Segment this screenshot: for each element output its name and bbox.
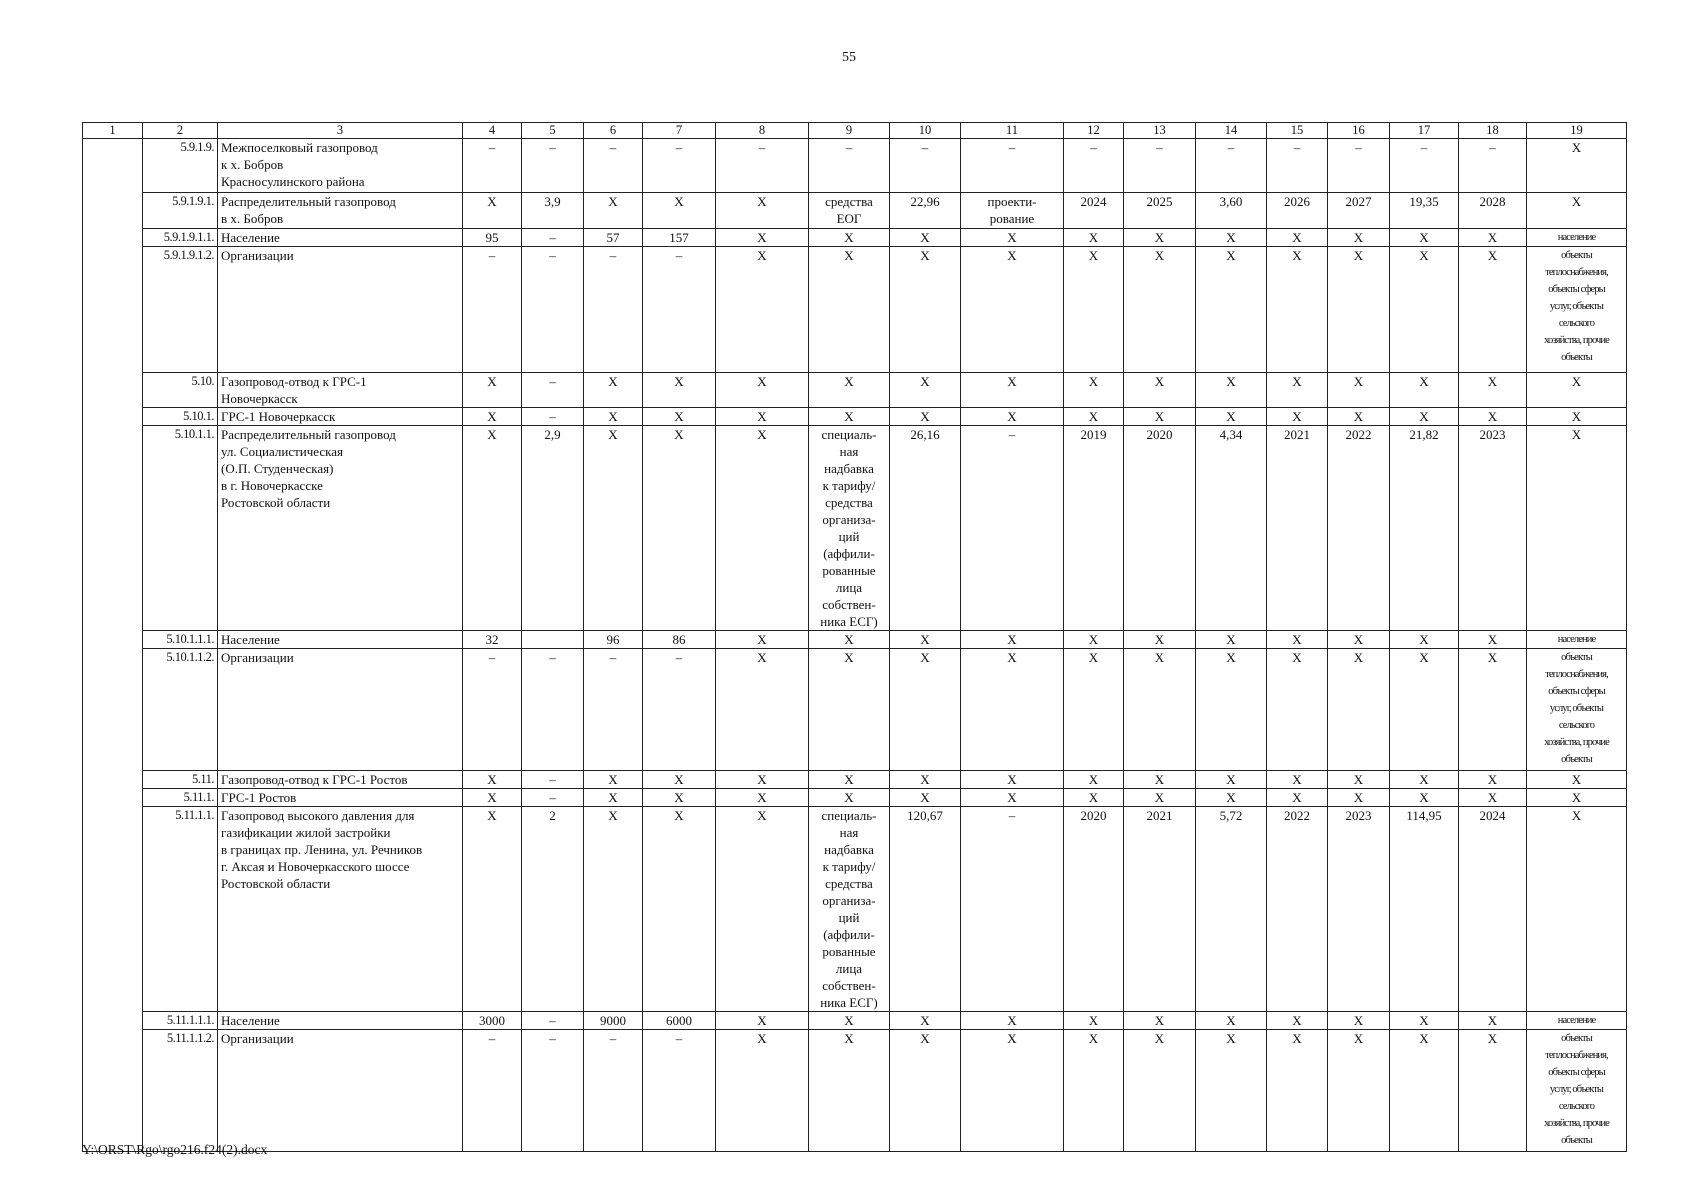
cell-col-8: Х [716,408,809,426]
cell-col-16: 2023 [1328,807,1390,1012]
cell-col-15: 2021 [1267,426,1328,631]
table-row [83,807,1627,1012]
cell-col-5: – [522,649,584,771]
cell-col-8: Х [716,373,809,408]
cell-col-16: 2027 [1328,193,1390,229]
cell-col-15: Х [1267,408,1328,426]
cell-col-5: 3,9 [522,193,584,229]
cell-col-18: Х [1459,631,1527,649]
cell-col-14: Х [1196,771,1267,789]
cell-col-18: 2023 [1459,426,1527,631]
cell-col-8: Х [716,649,809,771]
row-number: 5.11.1.1. [143,807,218,1012]
cell-col-5: – [522,1030,584,1152]
cell-col-8: Х [716,631,809,649]
cell-col-10: Х [890,373,961,408]
cell-col-7: – [643,247,716,373]
row-name: ГРС-1 Новочеркасск [218,408,463,426]
cell-col-12: Х [1064,649,1124,771]
cell-col-5: – [522,408,584,426]
cell-col-13: Х [1124,771,1196,789]
cell-col-13: – [1124,139,1196,193]
cell-col-4: 3000 [463,1012,522,1030]
cell-col-16: Х [1328,1030,1390,1152]
row-number: 5.10.1.1.2. [143,649,218,771]
cell-col-17: Х [1390,631,1459,649]
cell-col-4: Х [463,789,522,807]
cell-col-17: Х [1390,229,1459,247]
row-name: Население [218,1012,463,1030]
cell-col-13: Х [1124,631,1196,649]
cell-col-18: Х [1459,408,1527,426]
cell-col-13: 2020 [1124,426,1196,631]
row-number: 5.10.1.1.1. [143,631,218,649]
cell-col-17: Х [1390,1030,1459,1152]
cell-col-16: Х [1328,789,1390,807]
cell-col-14: Х [1196,1030,1267,1152]
cell-col-7: Х [643,408,716,426]
row-name: ГРС-1 Ростов [218,789,463,807]
row-number: 5.10.1. [143,408,218,426]
cell-col-6: Х [584,771,643,789]
column-header-14: 14 [1196,123,1267,139]
cell-col-11: Х [961,1012,1064,1030]
cell-col-17: 114,95 [1390,807,1459,1012]
cell-col-17: Х [1390,789,1459,807]
cell-col-8: Х [716,426,809,631]
cell-col-16: Х [1328,373,1390,408]
column-header-4: 4 [463,123,522,139]
cell-col-19: Х [1527,426,1627,631]
row-number: 5.10. [143,373,218,408]
cell-col-10: 26,16 [890,426,961,631]
column-header-8: 8 [716,123,809,139]
cell-col-7: – [643,139,716,193]
cell-col-7: Х [643,771,716,789]
cell-col-13: Х [1124,1030,1196,1152]
header-row [83,123,1627,139]
cell-col-18: – [1459,139,1527,193]
table-row [83,1030,1627,1152]
cell-col-12: Х [1064,1030,1124,1152]
cell-col-4: Х [463,373,522,408]
cell-col-5: – [522,139,584,193]
cell-col-5 [522,631,584,649]
cell-col-18: Х [1459,649,1527,771]
cell-col-14: Х [1196,789,1267,807]
cell-col-13: Х [1124,789,1196,807]
cell-col-9: – [809,139,890,193]
cell-col-15: Х [1267,649,1328,771]
cell-col-4: Х [463,193,522,229]
cell-col-18: Х [1459,789,1527,807]
cell-col-6: – [584,139,643,193]
cell-col-18: Х [1459,1012,1527,1030]
column-1-cell [83,139,143,1152]
row-name: Организации [218,1030,463,1152]
cell-col-15: Х [1267,373,1328,408]
cell-col-13: Х [1124,373,1196,408]
cell-col-6: Х [584,193,643,229]
cell-col-6: 96 [584,631,643,649]
row-number: 5.9.1.9. [143,139,218,193]
cell-col-7: 6000 [643,1012,716,1030]
row-name: Население [218,631,463,649]
cell-col-14: Х [1196,229,1267,247]
cell-col-17: Х [1390,649,1459,771]
cell-col-13: Х [1124,1012,1196,1030]
cell-col-17: 19,35 [1390,193,1459,229]
cell-col-12: Х [1064,408,1124,426]
cell-col-9: Х [809,408,890,426]
cell-col-17: Х [1390,1012,1459,1030]
column-header-6: 6 [584,123,643,139]
table-row [83,771,1627,789]
cell-col-18: 2024 [1459,807,1527,1012]
cell-col-8: Х [716,771,809,789]
row-name: Распределительный газопровод ул. Социалистическая (О.П. Студенческая) в г. Новочеркасске Ростовской области [218,426,463,631]
cell-col-16: Х [1328,631,1390,649]
cell-col-4: 32 [463,631,522,649]
cell-col-19: население [1527,229,1627,247]
row-number: 5.11.1.1.1. [143,1012,218,1030]
cell-col-4: – [463,1030,522,1152]
cell-col-11: Х [961,1030,1064,1152]
cell-col-19: Х [1527,193,1627,229]
row-number: 5.10.1.1. [143,426,218,631]
cell-col-5: – [522,1012,584,1030]
column-header-1: 1 [83,123,143,139]
column-header-18: 18 [1459,123,1527,139]
cell-col-11: Х [961,649,1064,771]
cell-col-10: 120,67 [890,807,961,1012]
table-row [83,649,1627,771]
cell-col-7: Х [643,193,716,229]
cell-col-12: 2020 [1064,807,1124,1012]
cell-col-4: Х [463,408,522,426]
column-header-16: 16 [1328,123,1390,139]
cell-col-17: Х [1390,373,1459,408]
cell-col-16: Х [1328,649,1390,771]
cell-col-19: объекты теплоснабжения, объекты сферы услуг, объекты сельского хозяйства, прочие объекты [1527,247,1627,373]
column-header-15: 15 [1267,123,1328,139]
column-header-17: 17 [1390,123,1459,139]
cell-col-17: Х [1390,408,1459,426]
cell-col-11: – [961,139,1064,193]
cell-col-19: Х [1527,771,1627,789]
column-header-2: 2 [143,123,218,139]
cell-col-19: Х [1527,139,1627,193]
cell-col-9: средства ЕОГ [809,193,890,229]
row-number: 5.9.1.9.1. [143,193,218,229]
cell-col-12: 2024 [1064,193,1124,229]
table-row [83,631,1627,649]
cell-col-9: Х [809,771,890,789]
cell-col-5: 2,9 [522,426,584,631]
cell-col-16: Х [1328,408,1390,426]
cell-col-8: – [716,139,809,193]
row-name: Межпоселковый газопровод к х. Бобров Красносулинского района [218,139,463,193]
cell-col-5: – [522,373,584,408]
cell-col-7: 157 [643,229,716,247]
row-name: Газопровод высокого давления для газификации жилой застройки в границах пр. Ленина, ул. Речников г. Аксая и Новочеркасского шоссе Ростовской области [218,807,463,1012]
cell-col-16: – [1328,139,1390,193]
cell-col-7: – [643,649,716,771]
cell-col-4: Х [463,771,522,789]
cell-col-16: Х [1328,247,1390,373]
table-row [83,426,1627,631]
cell-col-14: Х [1196,649,1267,771]
column-header-10: 10 [890,123,961,139]
cell-col-10: Х [890,771,961,789]
cell-col-10: Х [890,1012,961,1030]
row-number: 5.11. [143,771,218,789]
cell-col-11: – [961,426,1064,631]
cell-col-9: специаль- ная надбавка к тарифу/ средства организа- ций (аффили- рованные лица собствен- ника ЕСГ) [809,426,890,631]
cell-col-19: объекты теплоснабжения, объекты сферы услуг, объекты сельского хозяйства, прочие объекты [1527,649,1627,771]
cell-col-8: Х [716,1012,809,1030]
cell-col-10: Х [890,789,961,807]
row-number: 5.11.1. [143,789,218,807]
cell-col-6: 9000 [584,1012,643,1030]
cell-col-8: Х [716,193,809,229]
cell-col-6: Х [584,373,643,408]
cell-col-12: Х [1064,771,1124,789]
cell-col-10: Х [890,1030,961,1152]
cell-col-11: проекти- рование [961,193,1064,229]
cell-col-5: – [522,789,584,807]
cell-col-19: население [1527,1012,1627,1030]
cell-col-9: Х [809,373,890,408]
cell-col-13: Х [1124,229,1196,247]
table-row [83,789,1627,807]
cell-col-6: 57 [584,229,643,247]
cell-col-14: Х [1196,247,1267,373]
table-row [83,408,1627,426]
cell-col-6: – [584,1030,643,1152]
table-row [83,229,1627,247]
cell-col-5: – [522,229,584,247]
cell-col-9: специаль- ная надбавка к тарифу/ средства организа- ций (аффили- рованные лица собствен- ника ЕСГ) [809,807,890,1012]
cell-col-9: Х [809,1012,890,1030]
cell-col-19: Х [1527,373,1627,408]
cell-col-11: Х [961,771,1064,789]
cell-col-15: Х [1267,229,1328,247]
cell-col-10: Х [890,649,961,771]
cell-col-8: Х [716,789,809,807]
cell-col-19: Х [1527,789,1627,807]
cell-col-9: Х [809,631,890,649]
cell-col-10: Х [890,408,961,426]
cell-col-14: 3,60 [1196,193,1267,229]
column-header-11: 11 [961,123,1064,139]
cell-col-14: Х [1196,408,1267,426]
cell-col-8: Х [716,247,809,373]
cell-col-15: – [1267,139,1328,193]
cell-col-5: – [522,247,584,373]
cell-col-10: Х [890,247,961,373]
cell-col-5: 2 [522,807,584,1012]
footer-file-path: Y:\ORST\Rgo\rgo216.f24(2).docx [82,1142,268,1157]
cell-col-11: Х [961,247,1064,373]
cell-col-12: Х [1064,1012,1124,1030]
cell-col-11: Х [961,373,1064,408]
cell-col-10: – [890,139,961,193]
cell-col-16: 2022 [1328,426,1390,631]
cell-col-9: Х [809,789,890,807]
cell-col-7: 86 [643,631,716,649]
cell-col-4: Х [463,426,522,631]
cell-col-13: Х [1124,408,1196,426]
row-number: 5.9.1.9.1.2. [143,247,218,373]
cell-col-17: Х [1390,771,1459,789]
cell-col-15: Х [1267,1030,1328,1152]
cell-col-7: Х [643,373,716,408]
row-name: Распределительный газопровод в х. Бобров [218,193,463,229]
table-row [83,247,1627,373]
cell-col-18: Х [1459,1030,1527,1152]
cell-col-7: Х [643,426,716,631]
cell-col-15: 2026 [1267,193,1328,229]
cell-col-6: Х [584,789,643,807]
cell-col-13: Х [1124,247,1196,373]
cell-col-8: Х [716,807,809,1012]
cell-col-4: Х [463,807,522,1012]
row-name: Организации [218,247,463,373]
cell-col-14: 4,34 [1196,426,1267,631]
cell-col-11: Х [961,789,1064,807]
data-table [82,122,1627,1152]
cell-col-15: 2022 [1267,807,1328,1012]
cell-col-12: 2019 [1064,426,1124,631]
cell-col-19: объекты теплоснабжения, объекты сферы услуг, объекты сельского хозяйства, прочие объекты [1527,1030,1627,1152]
row-name: Население [218,229,463,247]
cell-col-14: 5,72 [1196,807,1267,1012]
cell-col-13: Х [1124,649,1196,771]
row-name: Газопровод-отвод к ГРС-1 Новочеркасск [218,373,463,408]
cell-col-12: Х [1064,373,1124,408]
cell-col-17: – [1390,139,1459,193]
cell-col-5: – [522,771,584,789]
column-header-19: 19 [1527,123,1627,139]
cell-col-8: Х [716,229,809,247]
cell-col-17: Х [1390,247,1459,373]
cell-col-15: Х [1267,789,1328,807]
cell-col-4: – [463,247,522,373]
cell-col-10: 22,96 [890,193,961,229]
cell-col-15: Х [1267,631,1328,649]
cell-col-4: – [463,649,522,771]
cell-col-19: Х [1527,807,1627,1012]
cell-col-18: 2028 [1459,193,1527,229]
cell-col-12: – [1064,139,1124,193]
row-name: Организации [218,649,463,771]
cell-col-7: – [643,1030,716,1152]
column-header-5: 5 [522,123,584,139]
cell-col-9: Х [809,247,890,373]
cell-col-9: Х [809,649,890,771]
column-header-7: 7 [643,123,716,139]
cell-col-18: Х [1459,373,1527,408]
cell-col-18: Х [1459,247,1527,373]
cell-col-16: Х [1328,229,1390,247]
cell-col-14: – [1196,139,1267,193]
cell-col-14: Х [1196,1012,1267,1030]
cell-col-4: 95 [463,229,522,247]
cell-col-12: Х [1064,789,1124,807]
cell-col-11: – [961,807,1064,1012]
cell-col-19: Х [1527,408,1627,426]
cell-col-11: Х [961,408,1064,426]
column-header-13: 13 [1124,123,1196,139]
cell-col-6: Х [584,807,643,1012]
cell-col-4: – [463,139,522,193]
cell-col-9: Х [809,229,890,247]
cell-col-6: Х [584,426,643,631]
cell-col-9: Х [809,1030,890,1152]
row-number: 5.11.1.1.2. [143,1030,218,1152]
cell-col-6: Х [584,408,643,426]
table-row [83,373,1627,408]
cell-col-15: Х [1267,771,1328,789]
column-header-3: 3 [218,123,463,139]
cell-col-10: Х [890,229,961,247]
cell-col-15: Х [1267,1012,1328,1030]
row-number: 5.9.1.9.1.1. [143,229,218,247]
cell-col-8: Х [716,1030,809,1152]
page-number: 55 [842,50,856,65]
row-name: Газопровод-отвод к ГРС-1 Ростов [218,771,463,789]
cell-col-11: Х [961,229,1064,247]
table-row [83,1012,1627,1030]
cell-col-7: Х [643,807,716,1012]
cell-col-12: Х [1064,229,1124,247]
cell-col-14: Х [1196,631,1267,649]
cell-col-17: 21,82 [1390,426,1459,631]
cell-col-10: Х [890,631,961,649]
cell-col-16: Х [1328,1012,1390,1030]
cell-col-13: 2025 [1124,193,1196,229]
cell-col-12: Х [1064,631,1124,649]
cell-col-13: 2021 [1124,807,1196,1012]
cell-col-12: Х [1064,247,1124,373]
column-header-9: 9 [809,123,890,139]
cell-col-18: Х [1459,229,1527,247]
table-row [83,139,1627,193]
cell-col-7: Х [643,789,716,807]
cell-col-14: Х [1196,373,1267,408]
cell-col-6: – [584,247,643,373]
cell-col-19: население [1527,631,1627,649]
cell-col-15: Х [1267,247,1328,373]
column-header-12: 12 [1064,123,1124,139]
cell-col-11: Х [961,631,1064,649]
cell-col-18: Х [1459,771,1527,789]
table-row [83,193,1627,229]
cell-col-6: – [584,649,643,771]
cell-col-16: Х [1328,771,1390,789]
